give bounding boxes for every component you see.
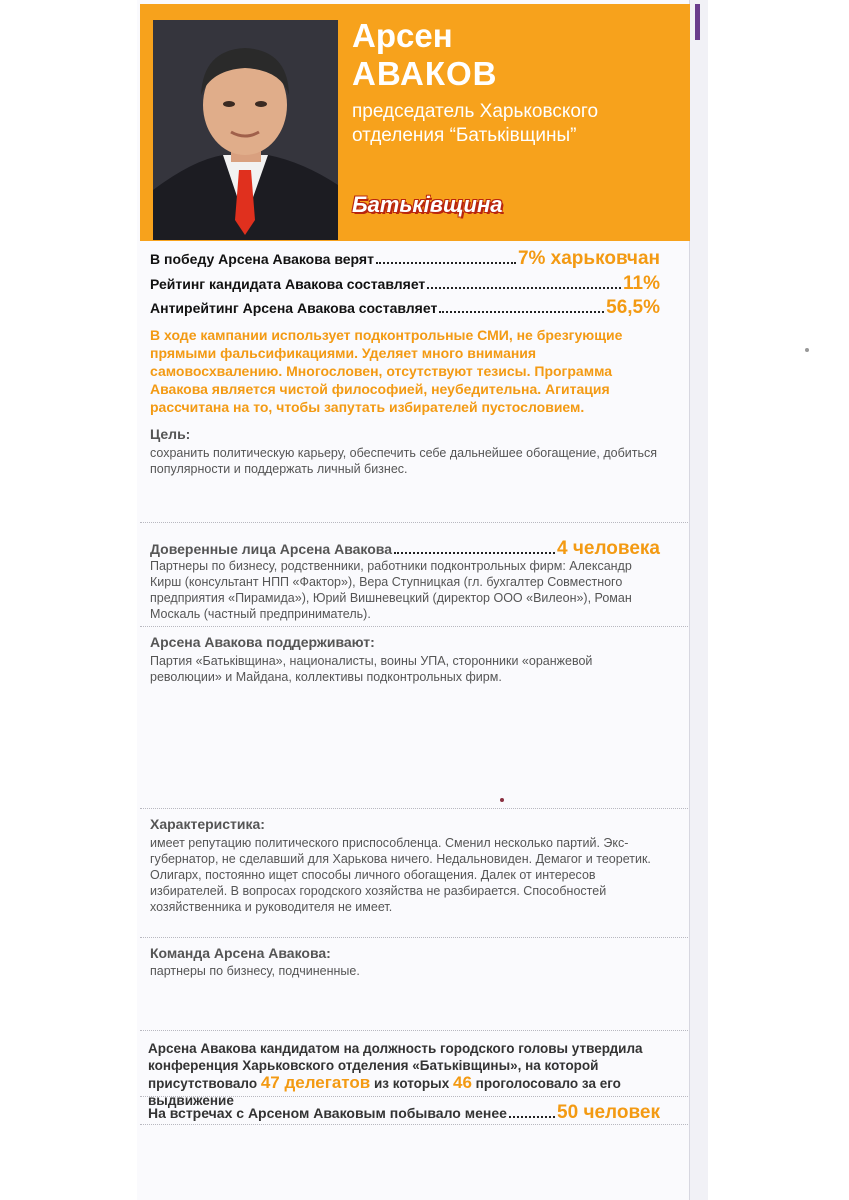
section-divider [140,1030,688,1031]
candidate-photo [153,20,338,240]
trusted-text: Партнеры по бизнесу, родственники, работники подконтрольных фирм: Александр Кирш (консультант НПП «Фактор»), Вера Ступницкая (гл. бухгалтер Совместного предприятия «Пирамида»), Юрий Вишневецкий (директор ООО «Вилеон»), Роман Москаль (частный предприниматель). [150,559,632,621]
trusted-label: Доверенные лица Арсена Авакова [150,541,393,557]
conference-voted: 46 [452,1073,472,1092]
candidate-first-name: Арсен [352,17,453,54]
paper-speck [805,348,809,352]
trusted-row [150,538,660,560]
leader-dots [376,262,516,264]
candidate-last-name: АВАКОВ [352,55,498,92]
rating-value: 56,5% [606,297,660,318]
paper-speck [500,798,504,802]
team-title: Команда Арсена Авакова: [150,945,331,961]
characteristic-text: имеет репутацию политического приспособленца. Сменил несколько партий. Экс-губернатор, не сделавший для Харькова ничего. Недальновиден. Демагог и теоретик. Олигарх, постоянно ищет способы личного обогащения. Далек от интересов избирателей. В вопросах городского хозяйства не разбирается. Способностей хозяйственника и руководителя не имеет. [150,836,651,914]
leader-dots [394,552,555,554]
conference-part1: Арсена Авакова кандидатом на должность городского головы утвердила конференция Харьковского отделения «Батьківщины», на которой присутствовало [148,1041,643,1091]
team-text: партнеры по бизнесу, подчиненные. [150,964,360,978]
trusted-value: 4 человека [557,538,660,559]
page-fold-edge [689,0,708,1200]
rating-row-rating [150,273,660,295]
goal-title: Цель: [150,426,191,442]
characteristic-title: Характеристика: [150,816,265,832]
goal-text: сохранить политическую карьеру, обеспечить себе дальнейшее обогащение, добиться популярности и поддержать личный бизнес. [150,446,657,476]
conference-delegates: 47 делегатов [260,1073,371,1092]
candidate-position: председатель Харьковского отделения “Батьківщины” [352,101,599,146]
rating-row-victory [150,248,660,270]
leader-dots [509,1116,555,1118]
rating-row-antirating [150,297,660,319]
meetings-label: На встречах с Арсеном Аваковым побывало менее [148,1105,507,1121]
conference-part2: из которых [374,1076,450,1091]
section-divider [140,1096,688,1097]
rating-label: Рейтинг кандидата Авакова составляет [150,276,426,292]
leader-dots [439,311,604,313]
conference-part3: проголосовало за его выдвижение [148,1076,621,1108]
section-divider [140,522,688,523]
section-divider [140,1124,688,1125]
section-divider [140,626,688,627]
rating-value: 7% харьковчан [517,248,660,269]
meetings-value: 50 человек [557,1102,660,1123]
rating-value: 11% [623,273,660,294]
supporters-text: Партия «Батьківщина», националисты, воины УПА, сторонники «оранжевой революции» и Майдана, коллективы подконтрольных фирм. [150,654,593,684]
fold-color-stripe [695,4,700,40]
leader-dots [427,287,621,289]
section-divider [140,808,688,809]
rating-label: В победу Арсена Авакова верят [150,251,374,267]
supporters-title: Арсена Авакова поддерживают: [150,634,375,650]
rating-label: Антирейтинг Арсена Авакова составляет [150,300,438,316]
party-logo: Батьківщина [352,192,503,217]
campaign-note: В ходе кампании использует подконтрольные СМИ, не брезгующие прямыми фальсификациями. Уделяет много внимания самовосхвалению. Многословен, отсутствуют тезисы. Программа Авакова является чистой философией, неубедительна. Агитация рассчитана на то, чтобы запутать избирателей пустословием. [150,327,623,415]
meetings-row [148,1102,660,1124]
conference-text [148,1040,668,1109]
section-divider [140,937,688,938]
